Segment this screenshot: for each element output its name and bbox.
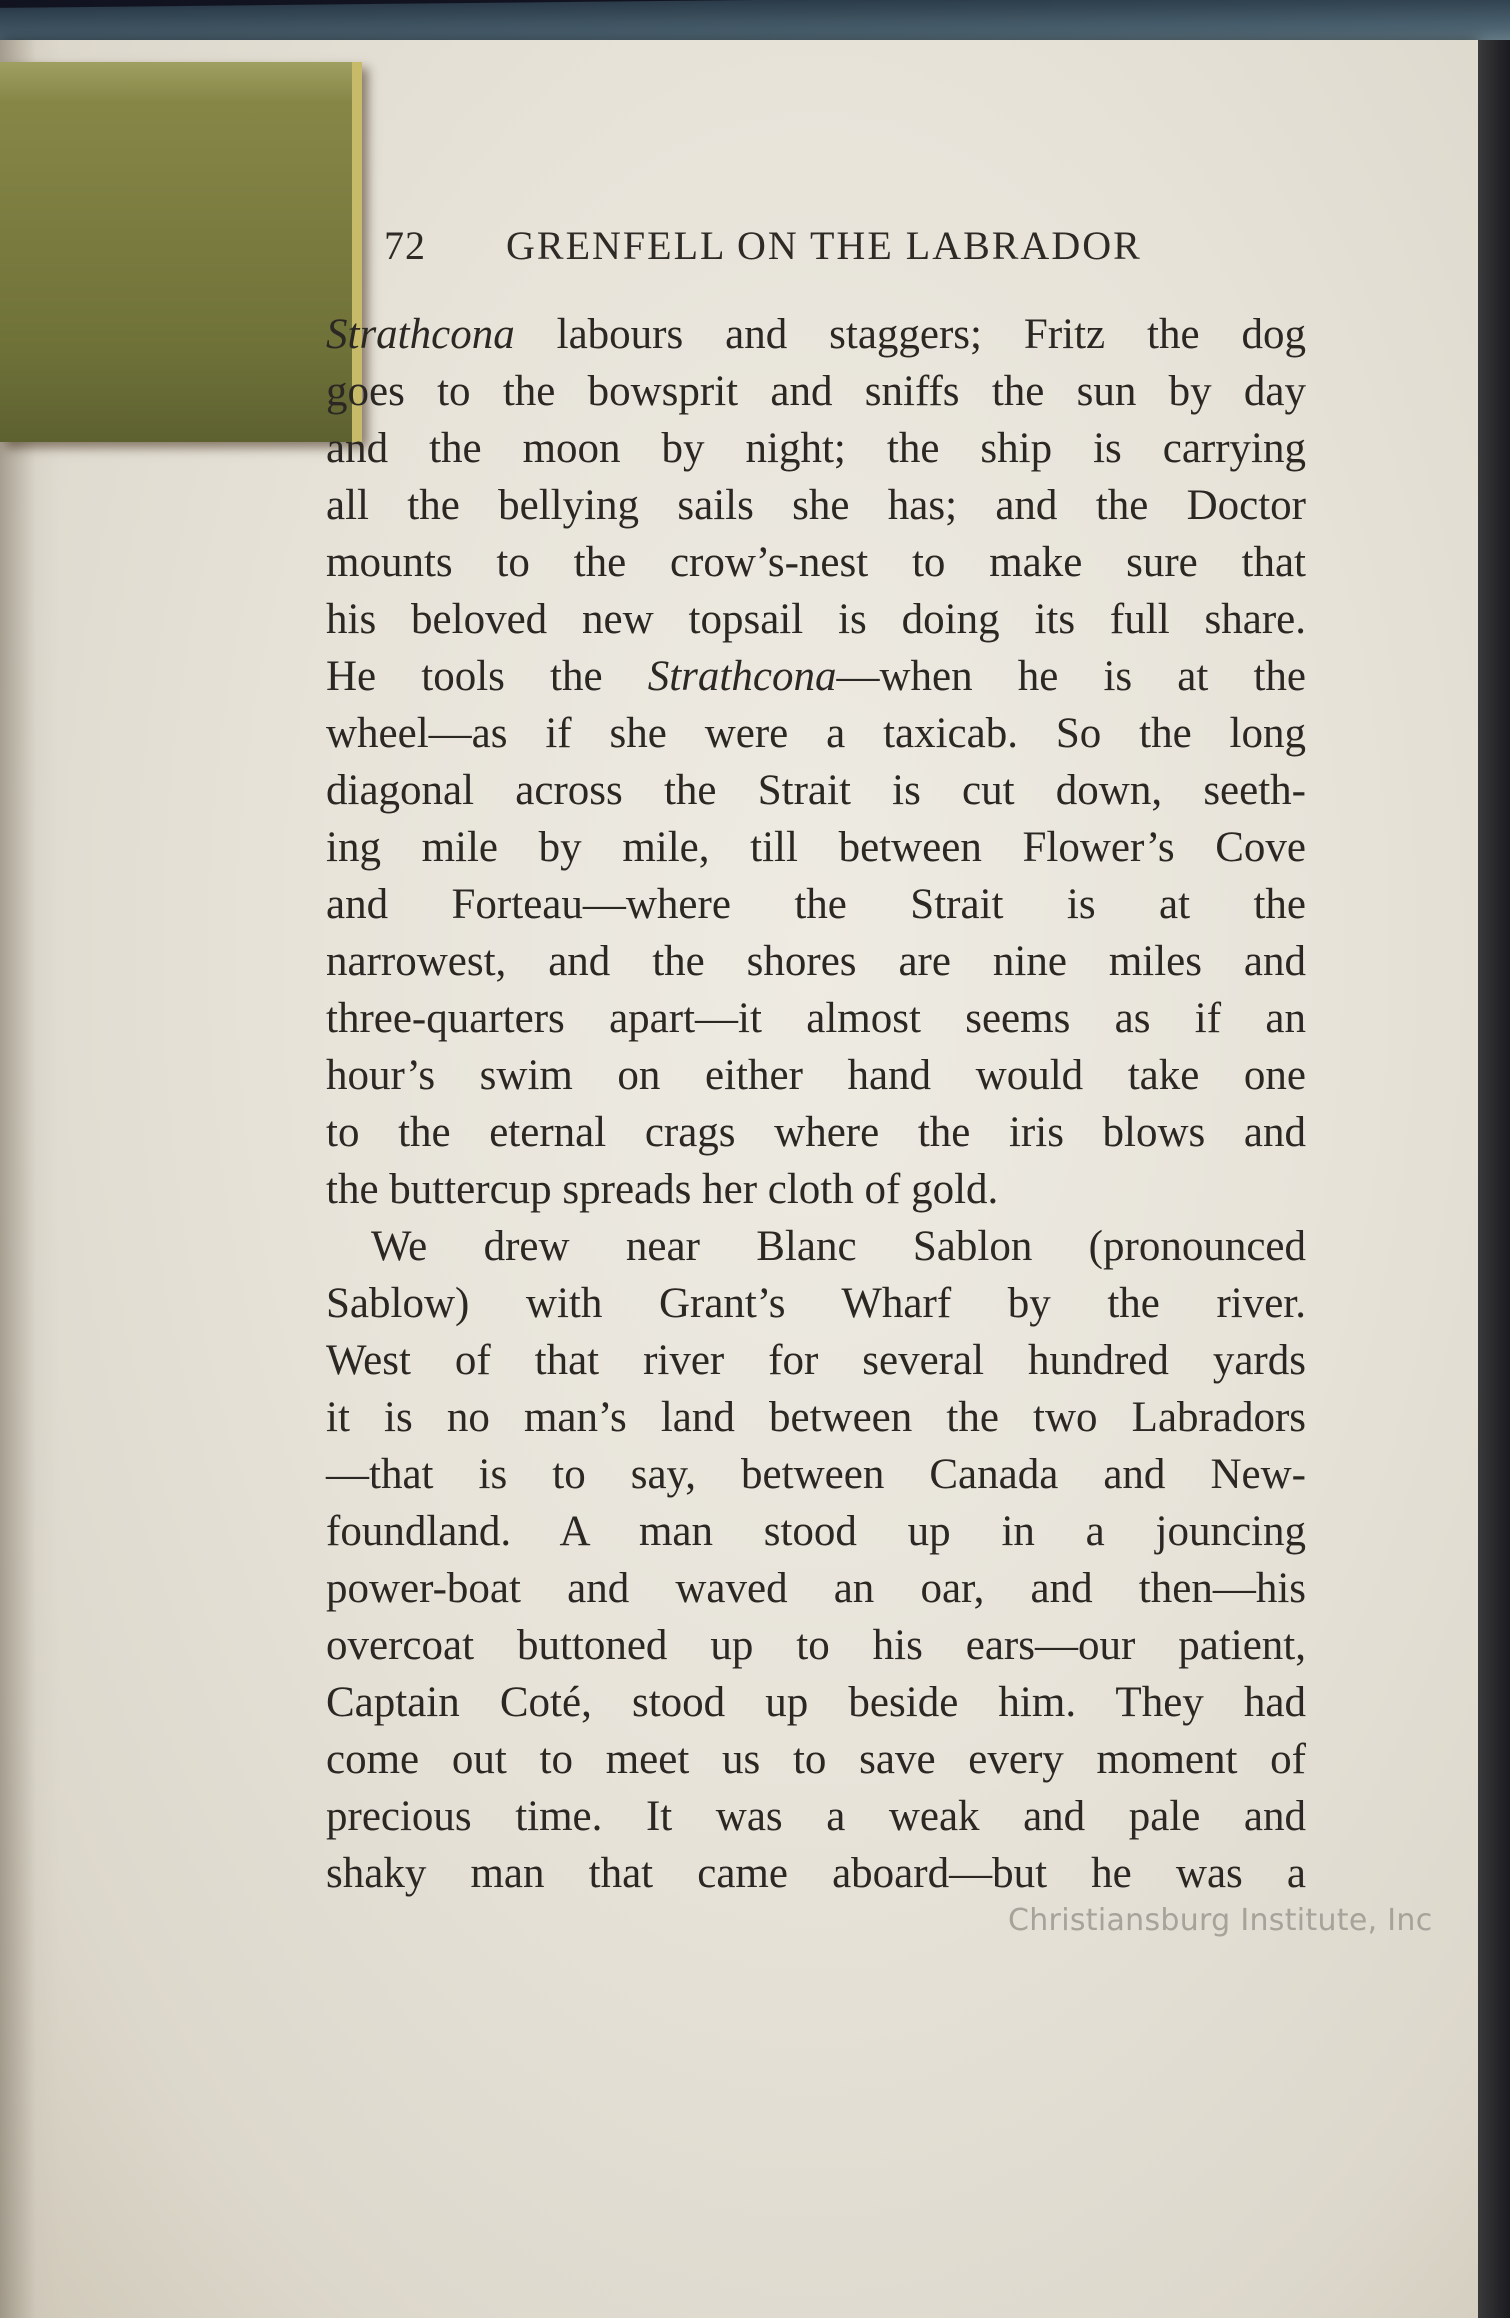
text-line: three-quarters apart—it almost seems as if an <box>326 995 1306 1042</box>
text-line: it is no man’s land between the two Labradors <box>326 1394 1306 1441</box>
text-line: narrowest, and the shores are nine miles and <box>326 938 1306 985</box>
text-line: diagonal across the Strait is cut down, seeth- <box>326 767 1306 814</box>
text-line: —that is to say, between Canada and New- <box>326 1451 1306 1498</box>
page-number: 72 <box>384 223 426 268</box>
italic-ship-name: Strathcona <box>326 311 515 358</box>
text-run: labours and staggers; Fritz the dog <box>514 311 1306 358</box>
text-line: West of that river for several hundred yards <box>326 1337 1306 1384</box>
text-line: all the bellying sails she has; and the Doctor <box>326 482 1306 529</box>
text-line <box>326 648 1306 705</box>
italic-ship-name: Strathcona <box>647 653 837 700</box>
page-right-edge <box>1478 40 1510 2318</box>
text-line: shaky man that came aboard—but he was a <box>326 1850 1306 1897</box>
running-title: GRENFELL ON THE LABRADOR <box>506 223 1142 268</box>
text-run: He tools the <box>326 653 648 700</box>
watermark: Christiansburg Institute, Inc <box>1008 1903 1433 1938</box>
text-line: precious time. It was a weak and pale and <box>326 1793 1306 1840</box>
text-line: hour’s swim on either hand would take one <box>326 1052 1306 1099</box>
text-line: We drew near Blanc Sablon (pronounced <box>371 1223 1306 1270</box>
text-line: his beloved new topsail is doing its full share. <box>326 596 1306 643</box>
text-line: goes to the bowsprit and sniffs the sun by day <box>326 368 1306 415</box>
text-line: mounts to the crow’s-nest to make sure that <box>326 539 1306 586</box>
text-line: come out to meet us to save every moment of <box>326 1736 1306 1783</box>
text-line: power-boat and waved an oar, and then—his <box>326 1565 1306 1612</box>
text-line: overcoat buttoned up to his ears—our patient, <box>326 1622 1306 1669</box>
text-line: foundland. A man stood up in a jouncing <box>326 1508 1306 1555</box>
text-line: Captain Coté, stood up beside him. They had <box>326 1679 1306 1726</box>
text-line: and Forteau—where the Strait is at the <box>326 881 1306 928</box>
text-line <box>326 306 1306 363</box>
text-line: the buttercup spreads her cloth of gold. <box>326 1166 999 1213</box>
text-line: wheel—as if she were a taxicab. So the long <box>326 710 1306 757</box>
text-line: and the moon by night; the ship is carrying <box>326 425 1306 472</box>
text-line: ing mile by mile, till between Flower’s Cove <box>326 824 1306 871</box>
text-line: Sablow) with Grant’s Wharf by the river. <box>326 1280 1306 1327</box>
text-line: to the eternal crags where the iris blows and <box>326 1109 1306 1156</box>
book-spine-highlight <box>0 62 352 102</box>
text-run: —when he is at the <box>836 653 1306 700</box>
body-text <box>326 306 1306 1902</box>
book-spine <box>0 62 362 442</box>
running-header <box>384 222 1284 274</box>
